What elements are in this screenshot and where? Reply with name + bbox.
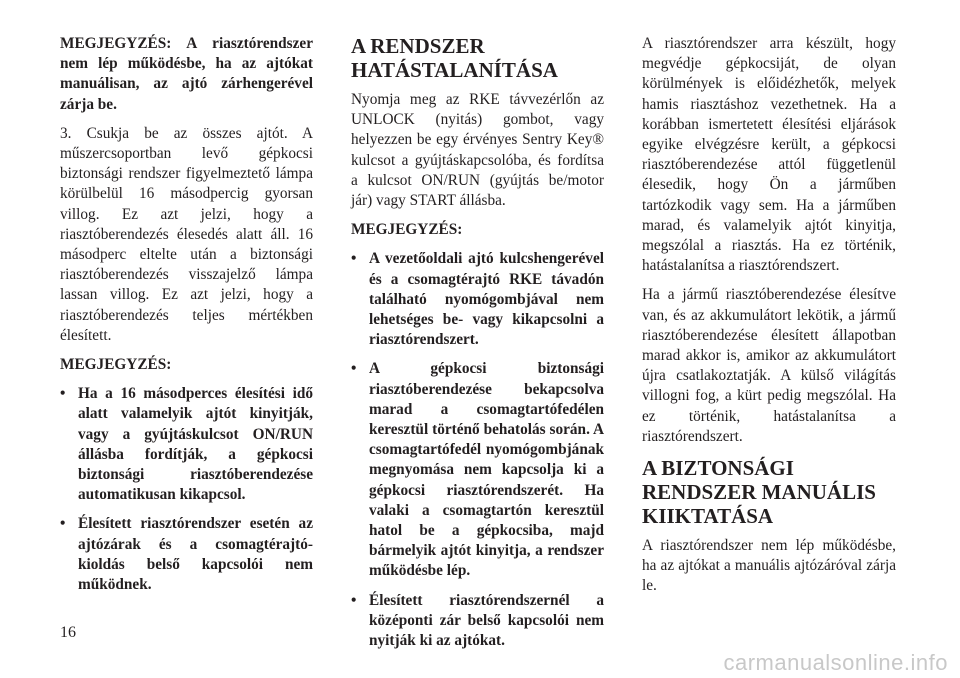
- bullet-item: [60, 384, 313, 505]
- step-3-paragraph: 3. Csukja be az összes ajtót. A műszercsoportban levő gépkocsi biztonsági rendszer figyelmeztető lámpa körülbelül 16 másodpercig gyorsan villog. Ez azt jelzi, hogy a riasztóberendezés élesedés alatt áll. 16 másodperc eltelte után a biztonsági riasztóberendezés visszajelző lámpa lassan villog. Ez azt jelzi, hogy a riasztóberendezés teljes mértékben élesített.: [60, 124, 313, 344]
- bullet-item: [60, 514, 313, 595]
- bullet-item: [351, 249, 604, 350]
- bullet-item: [351, 359, 604, 581]
- note-bullet-list: [60, 384, 313, 595]
- bullet-icon: •: [60, 515, 66, 533]
- section-heading: A BIZTONSÁGI RENDSZER MANUÁLIS KIIKTATÁSA: [642, 456, 876, 529]
- watermark: carmanualsonline.info: [723, 650, 948, 675]
- bullet-item: [351, 591, 604, 652]
- bullet-icon: •: [351, 591, 357, 609]
- note-heading: MEGJEGYZÉS:: [351, 221, 463, 239]
- disarm-paragraph: Nyomja meg az RKE távvezérlőn az UNLOCK (nyitás) gombot, vagy helyezzen be egy érvényes Sentry Key® kulcsot a gyújtáskapcsolóba, és fordítsa a kulcsot ON/RUN (gyújtás be/motor jár) vagy START állásba.: [351, 91, 604, 210]
- bullet-text: Élesített riasztórendszernél a középonti zár belső kapcsolói nem nyitják ki az ajtókat.: [369, 591, 604, 650]
- section-heading: A RENDSZER HATÁSTALANÍTÁSA: [351, 34, 558, 82]
- false-alarm-paragraph: A riasztórendszer arra készült, hogy megvédje gépkocsiját, de olyan körülmények is előidézhetők, melyek hamis riasztáshoz vezethetnek. Ha a korábban ismertetett élesítési eljárások egyike elvégzésre került, a gépkocsi riasztóberendezése attól függetlenül élesedik, hogy Ön a járműben tartózkodik vagy sem. Ha a járműben marad, és valamelyik ajtót kinyitja, megszólal a riasztás. Ha ez történik, hatástalanítsa a riasztórendszert.: [642, 35, 896, 275]
- note-bold: MEGJEGYZÉS: A riasztórendszer nem lép működésbe, ha az ajtókat manuálisan, az ajtó zárhengerével zárja be.: [60, 35, 313, 113]
- manual-bypass-paragraph: A riasztórendszer nem lép működésbe, ha az ajtókat a manuális ajtózáróval zárja le.: [642, 537, 896, 595]
- bullet-icon: •: [60, 385, 66, 403]
- bullet-icon: •: [351, 250, 357, 268]
- battery-paragraph: Ha a jármű riasztóberendezése élesítve van, és az akkumulátort lekötik, a jármű riasztóberendezése élesített állapotban marad akkor is, amikor az akkumulátort újra csatlakoztatják. A külső világítás villogni fog, a kürt pedig megszólal. Ha ez történik, hatástalanítsa a riasztórendszert.: [642, 286, 896, 445]
- bullet-text: A gépkocsi biztonsági riasztóberendezése bekapcsolva marad a csomagtartófedélen keresztül történő behatolás során. A csomagtartófedél nyomógombjának megnyomása nem kapcsolja ki a gépkocsi riasztórendszerét. Ha valaki a csomagtartón keresztül hatol be a gépkocsiba, majd bármelyik ajtót kinyitja, a rendszer működésbe lép.: [369, 360, 604, 580]
- bullet-text: Ha a 16 másodperces élesítési idő alatt valamelyik ajtót kinyitják, vagy a gyújtáskulcsot ON/RUN állásba fordítják, a gépkocsi biztonsági riasztóberendezése automatikusan kikapcsol.: [78, 385, 313, 504]
- column-middle: [351, 34, 604, 660]
- column-left: [60, 34, 313, 604]
- note-bullet-list: [351, 249, 604, 651]
- column-right: [642, 34, 896, 606]
- bullet-text: A vezetőoldali ajtó kulcshengerével és a csomagtérajtó RKE távadón található nyomógombjával nem lehetséges be- vagy kikapcsolni a riasztórendszert.: [369, 250, 604, 349]
- note-heading: MEGJEGYZÉS:: [60, 356, 172, 374]
- page-number: 16: [60, 624, 76, 641]
- bullet-text: Élesített riasztórendszer esetén az ajtózárak és a csomagtérajtó-kioldás belső kapcsolói nem működnek.: [78, 515, 313, 594]
- bullet-icon: •: [351, 360, 357, 378]
